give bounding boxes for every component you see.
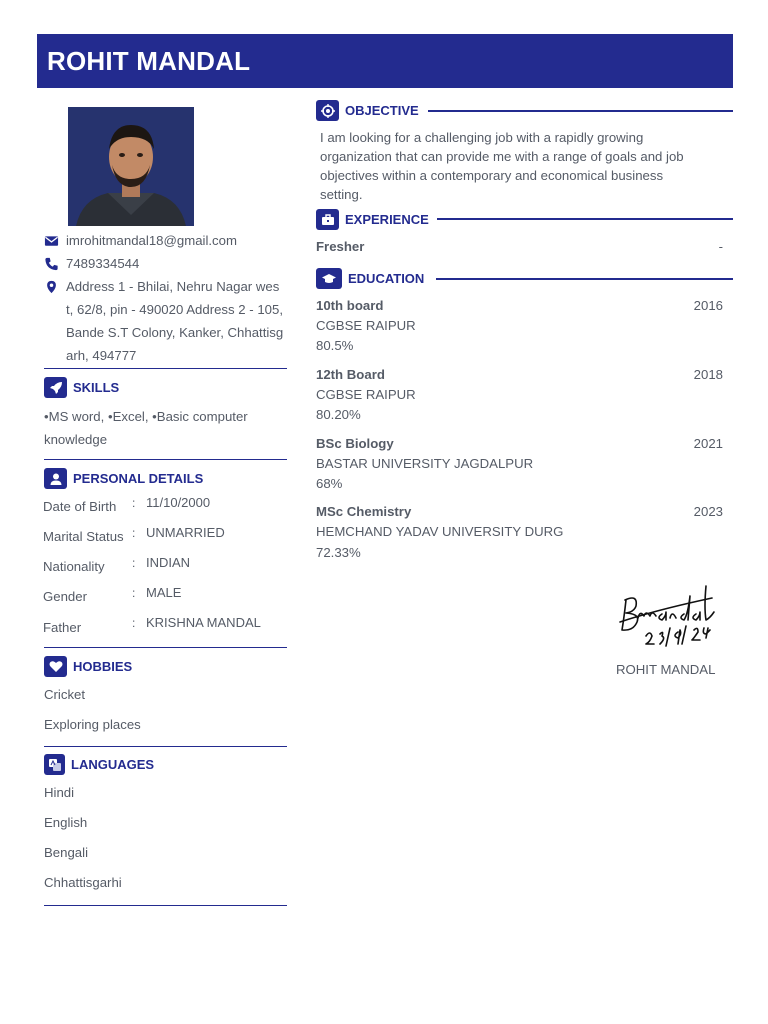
target-icon (316, 100, 339, 121)
language-item: Hindi (44, 785, 75, 800)
education-institution: CGBSE RAIPUR (316, 387, 416, 402)
education-degree: MSc Chemistry (316, 504, 412, 519)
section-divider (44, 459, 287, 460)
father-value: KRISHNA MANDAL (146, 615, 261, 630)
objective-text (320, 128, 684, 204)
email-icon (44, 234, 59, 248)
personal-details-title: PERSONAL DETAILS (73, 471, 204, 486)
marital-status-label: Marital Status (43, 529, 124, 544)
translate-icon (44, 754, 65, 775)
education-heading (316, 268, 424, 289)
colon: : (132, 556, 136, 570)
experience-heading (316, 209, 429, 230)
section-divider (44, 368, 287, 369)
objective-line: I am looking for a challenging job with a rapidly growing (320, 130, 644, 145)
experience-role: Fresher (316, 239, 365, 254)
section-rule (436, 278, 733, 280)
skills-title: SKILLS (73, 380, 120, 395)
education-score: 80.20% (316, 407, 361, 422)
person-icon (44, 468, 67, 489)
language-item: Chhattisgarhi (44, 875, 122, 890)
section-divider (44, 905, 287, 906)
dob-value: 11/10/2000 (146, 495, 211, 510)
education-year: 2018 (693, 367, 723, 382)
education-year: 2021 (693, 436, 723, 451)
profile-photo-illustration (68, 107, 194, 226)
education-score: 68% (316, 476, 343, 491)
languages-title: LANGUAGES (71, 757, 155, 772)
education-institution: HEMCHAND YADAV UNIVERSITY DURG (316, 524, 564, 539)
objective-line: setting. (320, 187, 363, 202)
education-institution: BASTAR UNIVERSITY JAGDALPUR (316, 456, 534, 471)
nationality-label: Nationality (43, 559, 105, 574)
objective-heading (316, 100, 419, 121)
location-pin-icon (44, 280, 59, 294)
skills-line: •MS word, •Excel, •Basic computer (44, 409, 248, 424)
objective-line: organization that can provide me with a range of goals and job (320, 149, 684, 164)
skills-heading (44, 377, 119, 398)
colon: : (132, 586, 136, 600)
address-line: Address 1 - Bhilai, Nehru Nagar wes (66, 279, 280, 294)
objective-title: OBJECTIVE (345, 103, 419, 118)
section-divider (44, 746, 287, 747)
colon: : (132, 616, 136, 630)
section-divider (44, 647, 287, 648)
address-line: arh, 494777 (66, 348, 137, 363)
objective-line: objectives within a contemporary and economical business (320, 168, 664, 183)
personal-details-heading (44, 468, 203, 489)
address-line: Bande S.T Colony, Kanker, Chhattisg (66, 325, 284, 340)
nationality-value: INDIAN (146, 555, 191, 570)
marital-status-value: UNMARRIED (146, 525, 225, 540)
handwritten-signature (616, 578, 720, 652)
skills-line: knowledge (44, 432, 108, 447)
language-item: English (44, 815, 88, 830)
experience-period: - (718, 239, 723, 254)
graduation-cap-icon (316, 268, 342, 289)
hobby-item: Exploring places (44, 717, 141, 732)
contact-email: imrohitmandal18@gmail.com (66, 233, 237, 248)
rocket-icon (44, 377, 67, 398)
candidate-name: ROHIT MANDAL (47, 45, 251, 76)
hobbies-title: HOBBIES (73, 659, 133, 674)
contact-phone: 7489334544 (66, 256, 140, 271)
education-degree: 10th board (316, 298, 384, 313)
skills-text (44, 405, 248, 451)
colon: : (132, 526, 136, 540)
education-year: 2023 (693, 504, 723, 519)
section-rule (437, 218, 733, 220)
education-score: 72.33% (316, 545, 361, 560)
colon: : (132, 496, 136, 510)
hobbies-heading (44, 656, 132, 677)
heart-icon (44, 656, 67, 677)
education-degree: 12th Board (316, 367, 385, 382)
education-institution: CGBSE RAIPUR (316, 318, 416, 333)
father-label: Father (43, 620, 82, 635)
experience-title: EXPERIENCE (345, 212, 429, 227)
education-degree: BSc Biology (316, 436, 394, 451)
dob-label: Date of Birth (43, 499, 117, 514)
languages-heading (44, 754, 154, 775)
language-item: Bengali (44, 845, 88, 860)
contact-address (66, 275, 283, 367)
briefcase-icon (316, 209, 339, 230)
section-rule (428, 110, 733, 112)
signature-name: ROHIT MANDAL (616, 662, 716, 677)
phone-icon (44, 257, 59, 271)
gender-label: Gender (43, 589, 87, 604)
hobby-item: Cricket (44, 687, 86, 702)
education-title: EDUCATION (348, 271, 425, 286)
education-score: 80.5% (316, 338, 354, 353)
address-line: t, 62/8, pin - 490020 Address 2 - 105, (66, 302, 284, 317)
gender-value: MALE (146, 585, 182, 600)
resume-header (37, 34, 733, 88)
profile-photo (68, 107, 194, 226)
education-year: 2016 (693, 298, 723, 313)
